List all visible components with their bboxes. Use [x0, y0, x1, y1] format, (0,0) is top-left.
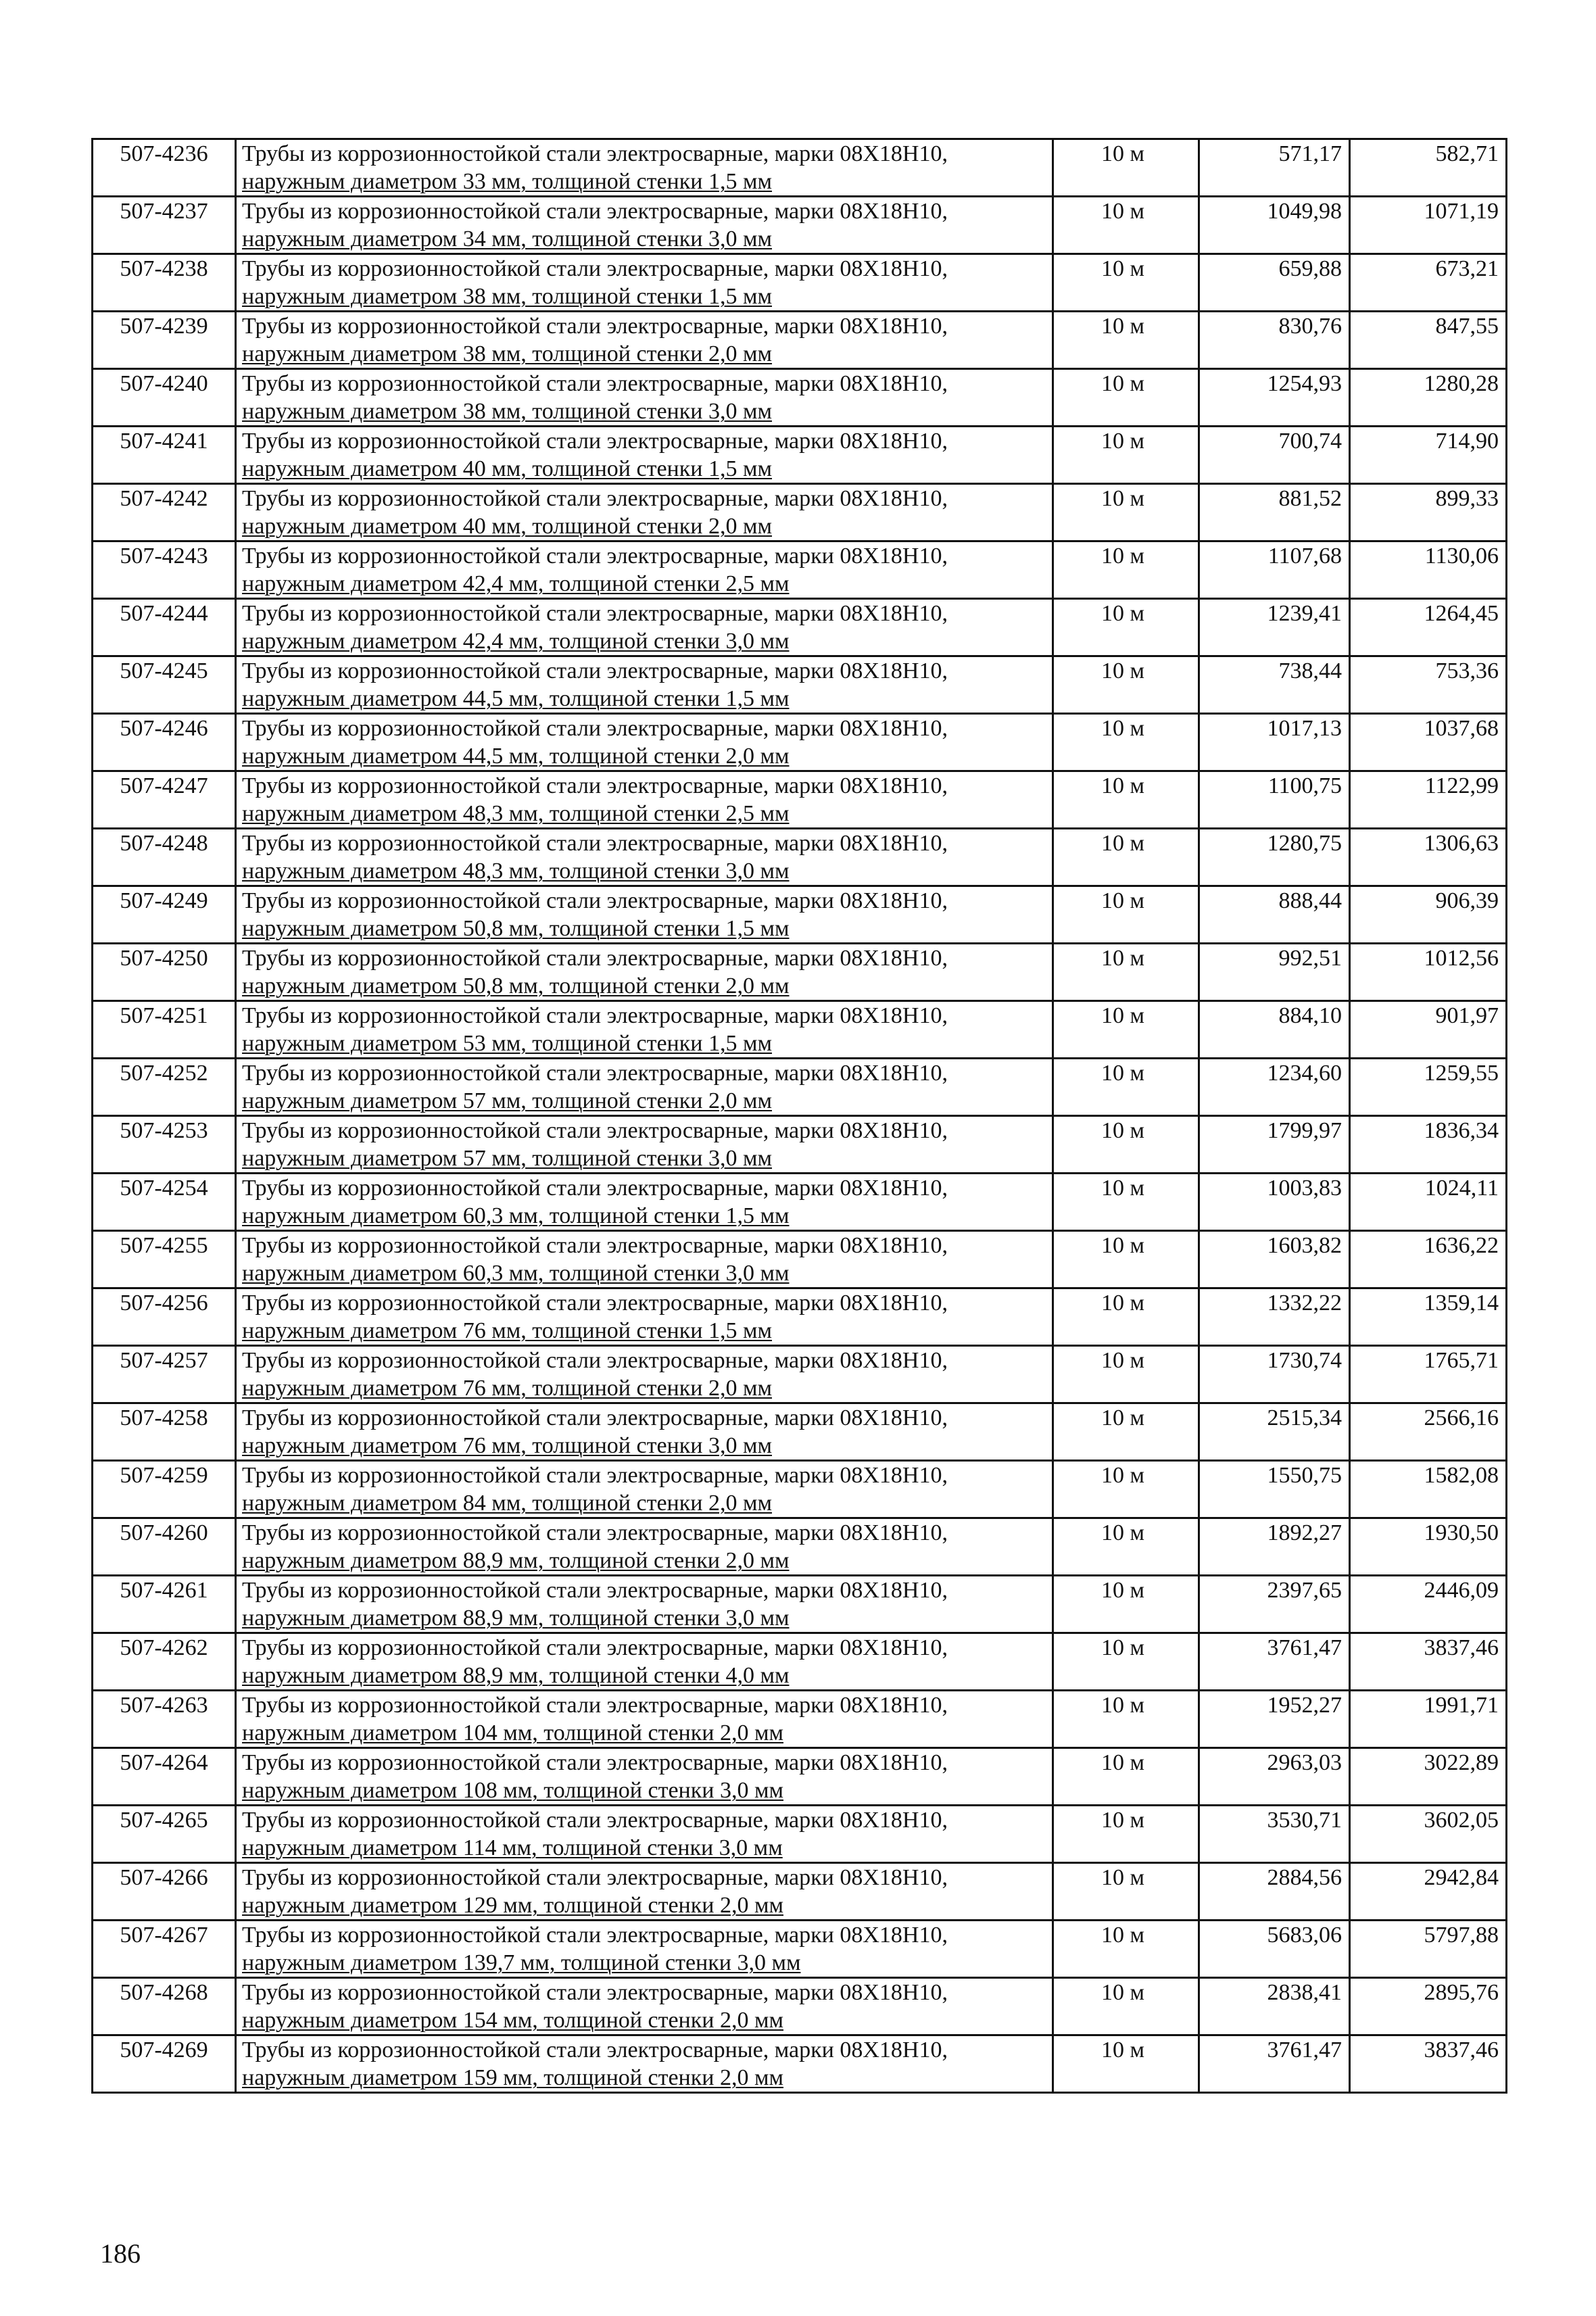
row-price-1: 1100,75: [1199, 771, 1350, 829]
row-unit: 10 м: [1053, 1116, 1199, 1174]
row-price-1: 1049,98: [1199, 197, 1350, 254]
description-line-1: Трубы из коррозионностойкой стали электросварные, марки 08Х18Н10,: [242, 1578, 948, 1603]
row-unit: 10 м: [1053, 1576, 1199, 1633]
row-code: 507-4245: [93, 656, 236, 714]
description-line-1: Трубы из коррозионностойкой стали электросварные, марки 08Х18Н10,: [242, 658, 948, 683]
row-price-2: 5797,88: [1350, 1921, 1507, 1978]
description-line-2: наружным диаметром 50,8 мм, толщиной стенки 1,5 мм: [242, 916, 790, 941]
row-price-2: 3837,46: [1350, 2035, 1507, 2093]
row-code: 507-4263: [93, 1691, 236, 1748]
description-line-2: наружным диаметром 60,3 мм, толщиной стенки 3,0 мм: [242, 1261, 790, 1286]
table-row: [93, 1461, 1507, 1518]
row-code: 507-4265: [93, 1806, 236, 1863]
description-line-1: Трубы из коррозионностойкой стали электросварные, марки 08Х18Н10,: [242, 544, 948, 569]
description-line-2: наружным диаметром 38 мм, толщиной стенки 3,0 мм: [242, 399, 772, 424]
description-line-2: наружным диаметром 159 мм, толщиной стенки 2,0 мм: [242, 2065, 783, 2090]
row-code: 507-4267: [93, 1921, 236, 1978]
row-price-2: 2942,84: [1350, 1863, 1507, 1921]
description-line-1: Трубы из коррозионностойкой стали электросварные, марки 08Х18Н10,: [242, 831, 948, 856]
row-price-2: 1037,68: [1350, 714, 1507, 771]
table-row: [93, 541, 1507, 599]
row-description: [236, 1116, 1053, 1174]
row-price-2: 1636,22: [1350, 1231, 1507, 1288]
table-row: [93, 714, 1507, 771]
row-description: [236, 1978, 1053, 2035]
row-description: [236, 1174, 1053, 1231]
description-line-1: Трубы из коррозионностойкой стали электросварные, марки 08Х18Н10,: [242, 1118, 948, 1143]
row-price-2: 1259,55: [1350, 1059, 1507, 1116]
row-description: [236, 1461, 1053, 1518]
table-row: [93, 944, 1507, 1001]
row-code: 507-4268: [93, 1978, 236, 2035]
description-line-1: Трубы из коррозионностойкой стали электросварные, марки 08Х18Н10,: [242, 1061, 948, 1086]
table-row: [93, 369, 1507, 427]
row-price-2: 2895,76: [1350, 1978, 1507, 2035]
row-unit: 10 м: [1053, 1863, 1199, 1921]
row-price-1: 2397,65: [1199, 1576, 1350, 1633]
description-line-1: Трубы из коррозионностойкой стали электросварные, марки 08Х18Н10,: [242, 1750, 948, 1775]
row-price-2: 714,90: [1350, 427, 1507, 484]
table-row: [93, 312, 1507, 369]
row-price-1: 1003,83: [1199, 1174, 1350, 1231]
row-description: [236, 1059, 1053, 1116]
row-price-2: 2566,16: [1350, 1403, 1507, 1461]
row-code: 507-4236: [93, 139, 236, 197]
row-description: [236, 1346, 1053, 1403]
row-unit: 10 м: [1053, 1231, 1199, 1288]
table-row: [93, 197, 1507, 254]
table-row: [93, 1001, 1507, 1059]
row-price-2: 1122,99: [1350, 771, 1507, 829]
row-description: [236, 1691, 1053, 1748]
description-line-1: Трубы из коррозионностойкой стали электросварные, марки 08Х18Н10,: [242, 1348, 948, 1373]
row-unit: 10 м: [1053, 771, 1199, 829]
row-price-2: 1306,63: [1350, 829, 1507, 886]
row-unit: 10 м: [1053, 1921, 1199, 1978]
table-row: [93, 829, 1507, 886]
row-unit: 10 м: [1053, 656, 1199, 714]
row-code: 507-4266: [93, 1863, 236, 1921]
row-code: 507-4264: [93, 1748, 236, 1806]
description-line-1: Трубы из коррозионностойкой стали электросварные, марки 08Х18Н10,: [242, 773, 948, 798]
row-price-2: 1359,14: [1350, 1288, 1507, 1346]
table-row: [93, 1288, 1507, 1346]
row-code: 507-4250: [93, 944, 236, 1001]
table-row: [93, 254, 1507, 312]
row-description: [236, 139, 1053, 197]
description-line-2: наружным диаметром 88,9 мм, толщиной стенки 3,0 мм: [242, 1606, 790, 1631]
description-line-1: Трубы из коррозионностойкой стали электросварные, марки 08Х18Н10,: [242, 1635, 948, 1660]
row-unit: 10 м: [1053, 254, 1199, 312]
row-code: 507-4237: [93, 197, 236, 254]
description-line-2: наружным диаметром 108 мм, толщиной стенки 3,0 мм: [242, 1778, 783, 1803]
row-price-1: 1603,82: [1199, 1231, 1350, 1288]
row-unit: 10 м: [1053, 829, 1199, 886]
row-unit: 10 м: [1053, 1518, 1199, 1576]
row-unit: 10 м: [1053, 369, 1199, 427]
row-code: 507-4249: [93, 886, 236, 944]
row-unit: 10 м: [1053, 1174, 1199, 1231]
row-unit: 10 м: [1053, 599, 1199, 656]
description-line-2: наружным диаметром 129 мм, толщиной стенки 2,0 мм: [242, 1893, 783, 1918]
row-description: [236, 599, 1053, 656]
table-row: [93, 1346, 1507, 1403]
row-price-2: 1071,19: [1350, 197, 1507, 254]
row-price-2: 1024,11: [1350, 1174, 1507, 1231]
page-number: 186: [100, 2238, 141, 2269]
description-line-1: Трубы из коррозионностойкой стали электросварные, марки 08Х18Н10,: [242, 1176, 948, 1201]
row-code: 507-4240: [93, 369, 236, 427]
row-price-1: 1017,13: [1199, 714, 1350, 771]
description-line-1: Трубы из коррозионностойкой стали электросварные, марки 08Х18Н10,: [242, 1233, 948, 1258]
row-unit: 10 м: [1053, 541, 1199, 599]
row-unit: 10 м: [1053, 1461, 1199, 1518]
row-unit: 10 м: [1053, 1748, 1199, 1806]
description-line-2: наружным диаметром 60,3 мм, толщиной стенки 1,5 мм: [242, 1203, 790, 1228]
description-line-1: Трубы из коррозионностойкой стали электросварные, марки 08Х18Н10,: [242, 1693, 948, 1718]
row-unit: 10 м: [1053, 1978, 1199, 2035]
description-line-2: наружным диаметром 88,9 мм, толщиной стенки 2,0 мм: [242, 1548, 790, 1573]
table-row: [93, 1231, 1507, 1288]
row-code: 507-4239: [93, 312, 236, 369]
row-unit: 10 м: [1053, 944, 1199, 1001]
table-row: [93, 2035, 1507, 2093]
row-price-2: 1930,50: [1350, 1518, 1507, 1576]
row-price-2: 1765,71: [1350, 1346, 1507, 1403]
description-line-2: наружным диаметром 114 мм, толщиной стенки 3,0 мм: [242, 1835, 783, 1860]
table-row: [93, 1691, 1507, 1748]
row-code: 507-4253: [93, 1116, 236, 1174]
row-description: [236, 369, 1053, 427]
table-row: [93, 1116, 1507, 1174]
row-price-2: 673,21: [1350, 254, 1507, 312]
row-price-1: 659,88: [1199, 254, 1350, 312]
row-code: 507-4254: [93, 1174, 236, 1231]
description-line-2: наружным диаметром 139,7 мм, толщиной стенки 3,0 мм: [242, 1950, 801, 1975]
row-code: 507-4252: [93, 1059, 236, 1116]
description-line-1: Трубы из коррозионностойкой стали электросварные, марки 08Х18Н10,: [242, 1003, 948, 1028]
row-code: 507-4262: [93, 1633, 236, 1691]
row-price-1: 1280,75: [1199, 829, 1350, 886]
row-unit: 10 м: [1053, 886, 1199, 944]
table-row: [93, 1518, 1507, 1576]
row-unit: 10 м: [1053, 1059, 1199, 1116]
row-unit: 10 м: [1053, 139, 1199, 197]
description-line-1: Трубы из коррозионностойкой стали электросварные, марки 08Х18Н10,: [242, 256, 948, 281]
table-row: [93, 1576, 1507, 1633]
description-line-1: Трубы из коррозионностойкой стали электросварные, марки 08Х18Н10,: [242, 888, 948, 913]
row-description: [236, 886, 1053, 944]
row-price-1: 1892,27: [1199, 1518, 1350, 1576]
row-unit: 10 м: [1053, 1633, 1199, 1691]
row-code: 507-4255: [93, 1231, 236, 1288]
row-code: 507-4243: [93, 541, 236, 599]
table-row: [93, 427, 1507, 484]
row-description: [236, 1921, 1053, 1978]
description-line-1: Трубы из коррозионностойкой стали электросварные, марки 08Х18Н10,: [242, 1865, 948, 1890]
row-price-1: 1332,22: [1199, 1288, 1350, 1346]
row-description: [236, 541, 1053, 599]
row-price-1: 1254,93: [1199, 369, 1350, 427]
description-line-2: наружным диаметром 42,4 мм, толщиной стенки 3,0 мм: [242, 629, 790, 654]
description-line-1: Трубы из коррозионностойкой стали электросварные, марки 08Х18Н10,: [242, 199, 948, 224]
description-line-2: наружным диаметром 38 мм, толщиной стенки 2,0 мм: [242, 341, 772, 366]
description-line-1: Трубы из коррозионностойкой стали электросварные, марки 08Х18Н10,: [242, 601, 948, 626]
row-unit: 10 м: [1053, 197, 1199, 254]
row-price-1: 992,51: [1199, 944, 1350, 1001]
description-line-1: Трубы из коррозионностойкой стали электросварные, марки 08Х18Н10,: [242, 429, 948, 454]
row-price-2: 1280,28: [1350, 369, 1507, 427]
row-description: [236, 254, 1053, 312]
row-price-2: 1130,06: [1350, 541, 1507, 599]
row-description: [236, 197, 1053, 254]
description-line-2: наружным диаметром 40 мм, толщиной стенки 2,0 мм: [242, 514, 772, 539]
description-line-1: Трубы из коррозионностойкой стали электросварные, марки 08Х18Н10,: [242, 1808, 948, 1833]
row-code: 507-4246: [93, 714, 236, 771]
row-price-1: 3530,71: [1199, 1806, 1350, 1863]
description-line-1: Трубы из коррозионностойкой стали электросварные, марки 08Х18Н10,: [242, 314, 948, 339]
row-unit: 10 м: [1053, 1001, 1199, 1059]
row-description: [236, 484, 1053, 541]
row-price-1: 1730,74: [1199, 1346, 1350, 1403]
row-description: [236, 829, 1053, 886]
row-price-2: 2446,09: [1350, 1576, 1507, 1633]
row-price-2: 1836,34: [1350, 1116, 1507, 1174]
row-price-2: 582,71: [1350, 139, 1507, 197]
description-line-2: наружным диаметром 104 мм, толщиной стенки 2,0 мм: [242, 1720, 783, 1745]
table-row: [93, 1633, 1507, 1691]
table-row: [93, 771, 1507, 829]
description-line-2: наружным диаметром 53 мм, толщиной стенки 1,5 мм: [242, 1031, 772, 1056]
description-line-2: наружным диаметром 40 мм, толщиной стенки 1,5 мм: [242, 456, 772, 481]
row-description: [236, 1863, 1053, 1921]
row-code: 507-4269: [93, 2035, 236, 2093]
row-code: 507-4251: [93, 1001, 236, 1059]
row-description: [236, 944, 1053, 1001]
price-table: [91, 138, 1507, 2094]
table-row: [93, 1748, 1507, 1806]
row-description: [236, 1518, 1053, 1576]
row-code: 507-4256: [93, 1288, 236, 1346]
description-line-2: наружным диаметром 76 мм, толщиной стенки 2,0 мм: [242, 1376, 772, 1401]
table-row: [93, 1921, 1507, 1978]
row-description: [236, 1633, 1053, 1691]
table-row: [93, 1978, 1507, 2035]
table-row: [93, 656, 1507, 714]
row-price-2: 3022,89: [1350, 1748, 1507, 1806]
row-price-2: 1582,08: [1350, 1461, 1507, 1518]
table-row: [93, 1403, 1507, 1461]
description-line-2: наружным диаметром 42,4 мм, толщиной стенки 2,5 мм: [242, 571, 790, 596]
description-line-2: наружным диаметром 57 мм, толщиной стенки 3,0 мм: [242, 1146, 772, 1171]
row-unit: 10 м: [1053, 714, 1199, 771]
description-line-2: наружным диаметром 34 мм, толщиной стенки 3,0 мм: [242, 226, 772, 251]
row-unit: 10 м: [1053, 1288, 1199, 1346]
description-line-2: наружным диаметром 48,3 мм, толщиной стенки 3,0 мм: [242, 859, 790, 884]
row-code: 507-4260: [93, 1518, 236, 1576]
row-code: 507-4242: [93, 484, 236, 541]
row-unit: 10 м: [1053, 484, 1199, 541]
description-line-1: Трубы из коррозионностойкой стали электросварные, марки 08Х18Н10,: [242, 371, 948, 396]
description-line-2: наружным диаметром 76 мм, толщиной стенки 3,0 мм: [242, 1433, 772, 1458]
description-line-1: Трубы из коррозионностойкой стали электросварные, марки 08Х18Н10,: [242, 716, 948, 741]
row-code: 507-4241: [93, 427, 236, 484]
row-unit: 10 м: [1053, 1403, 1199, 1461]
row-description: [236, 656, 1053, 714]
row-price-1: 1234,60: [1199, 1059, 1350, 1116]
row-price-2: 847,55: [1350, 312, 1507, 369]
table-body: [93, 139, 1507, 2093]
row-price-1: 1799,97: [1199, 1116, 1350, 1174]
description-line-1: Трубы из коррозионностойкой стали электросварные, марки 08Х18Н10,: [242, 1290, 948, 1316]
row-code: 507-4257: [93, 1346, 236, 1403]
row-price-2: 1012,56: [1350, 944, 1507, 1001]
row-price-1: 1107,68: [1199, 541, 1350, 599]
description-line-1: Трубы из коррозионностойкой стали электросварные, марки 08Х18Н10,: [242, 1405, 948, 1430]
row-description: [236, 1748, 1053, 1806]
row-price-1: 1239,41: [1199, 599, 1350, 656]
row-description: [236, 1288, 1053, 1346]
row-price-2: 753,36: [1350, 656, 1507, 714]
row-code: 507-4247: [93, 771, 236, 829]
row-description: [236, 1403, 1053, 1461]
description-line-1: Трубы из коррозионностойкой стали электросварные, марки 08Х18Н10,: [242, 1980, 948, 2005]
row-code: 507-4244: [93, 599, 236, 656]
row-description: [236, 771, 1053, 829]
row-description: [236, 427, 1053, 484]
description-line-1: Трубы из коррозионностойкой стали электросварные, марки 08Х18Н10,: [242, 1923, 948, 1948]
row-price-1: 881,52: [1199, 484, 1350, 541]
description-line-1: Трубы из коррозионностойкой стали электросварные, марки 08Х18Н10,: [242, 946, 948, 971]
description-line-2: наружным диаметром 76 мм, толщиной стенки 1,5 мм: [242, 1318, 772, 1343]
row-price-2: 899,33: [1350, 484, 1507, 541]
row-description: [236, 1001, 1053, 1059]
row-price-1: 3761,47: [1199, 2035, 1350, 2093]
row-price-2: 901,97: [1350, 1001, 1507, 1059]
row-description: [236, 714, 1053, 771]
row-price-1: 1550,75: [1199, 1461, 1350, 1518]
row-unit: 10 м: [1053, 2035, 1199, 2093]
row-code: 507-4238: [93, 254, 236, 312]
table-row: [93, 886, 1507, 944]
row-price-1: 1952,27: [1199, 1691, 1350, 1748]
table-row: [93, 484, 1507, 541]
row-price-1: 888,44: [1199, 886, 1350, 944]
table-row: [93, 139, 1507, 197]
table-row: [93, 599, 1507, 656]
description-line-1: Трубы из коррозионностойкой стали электросварные, марки 08Х18Н10,: [242, 2037, 948, 2062]
row-price-1: 571,17: [1199, 139, 1350, 197]
row-description: [236, 2035, 1053, 2093]
row-price-2: 3837,46: [1350, 1633, 1507, 1691]
description-line-2: наружным диаметром 50,8 мм, толщиной стенки 2,0 мм: [242, 973, 790, 998]
row-code: 507-4248: [93, 829, 236, 886]
row-description: [236, 1806, 1053, 1863]
row-description: [236, 1231, 1053, 1288]
table-row: [93, 1174, 1507, 1231]
description-line-2: наружным диаметром 154 мм, толщиной стенки 2,0 мм: [242, 2008, 783, 2033]
table-row: [93, 1863, 1507, 1921]
row-price-2: 1991,71: [1350, 1691, 1507, 1748]
description-line-1: Трубы из коррозионностойкой стали электросварные, марки 08Х18Н10,: [242, 1463, 948, 1488]
description-line-2: наружным диаметром 48,3 мм, толщиной стенки 2,5 мм: [242, 801, 790, 826]
row-price-1: 2838,41: [1199, 1978, 1350, 2035]
description-line-2: наружным диаметром 33 мм, толщиной стенки 1,5 мм: [242, 169, 772, 194]
row-price-1: 3761,47: [1199, 1633, 1350, 1691]
description-line-2: наружным диаметром 44,5 мм, толщиной стенки 1,5 мм: [242, 686, 790, 711]
row-price-1: 830,76: [1199, 312, 1350, 369]
row-unit: 10 м: [1053, 427, 1199, 484]
row-description: [236, 312, 1053, 369]
row-code: 507-4259: [93, 1461, 236, 1518]
description-line-2: наружным диаметром 57 мм, толщиной стенки 2,0 мм: [242, 1088, 772, 1113]
row-description: [236, 1576, 1053, 1633]
row-price-1: 2963,03: [1199, 1748, 1350, 1806]
description-line-1: Трубы из коррозионностойкой стали электросварные, марки 08Х18Н10,: [242, 141, 948, 166]
row-unit: 10 м: [1053, 1691, 1199, 1748]
row-price-1: 2884,56: [1199, 1863, 1350, 1921]
row-unit: 10 м: [1053, 1346, 1199, 1403]
description-line-2: наружным диаметром 38 мм, толщиной стенки 1,5 мм: [242, 284, 772, 309]
row-code: 507-4261: [93, 1576, 236, 1633]
row-price-1: 5683,06: [1199, 1921, 1350, 1978]
row-price-2: 1264,45: [1350, 599, 1507, 656]
row-price-2: 906,39: [1350, 886, 1507, 944]
row-price-1: 700,74: [1199, 427, 1350, 484]
description-line-1: Трубы из коррозионностойкой стали электросварные, марки 08Х18Н10,: [242, 1520, 948, 1545]
row-price-1: 738,44: [1199, 656, 1350, 714]
description-line-2: наружным диаметром 44,5 мм, толщиной стенки 2,0 мм: [242, 744, 790, 769]
row-unit: 10 м: [1053, 1806, 1199, 1863]
description-line-2: наружным диаметром 88,9 мм, толщиной стенки 4,0 мм: [242, 1663, 790, 1688]
row-code: 507-4258: [93, 1403, 236, 1461]
row-unit: 10 м: [1053, 312, 1199, 369]
table-row: [93, 1806, 1507, 1863]
table-row: [93, 1059, 1507, 1116]
description-line-2: наружным диаметром 84 мм, толщиной стенки 2,0 мм: [242, 1491, 772, 1516]
row-price-2: 3602,05: [1350, 1806, 1507, 1863]
row-price-1: 2515,34: [1199, 1403, 1350, 1461]
description-line-1: Трубы из коррозионностойкой стали электросварные, марки 08Х18Н10,: [242, 486, 948, 511]
row-price-1: 884,10: [1199, 1001, 1350, 1059]
